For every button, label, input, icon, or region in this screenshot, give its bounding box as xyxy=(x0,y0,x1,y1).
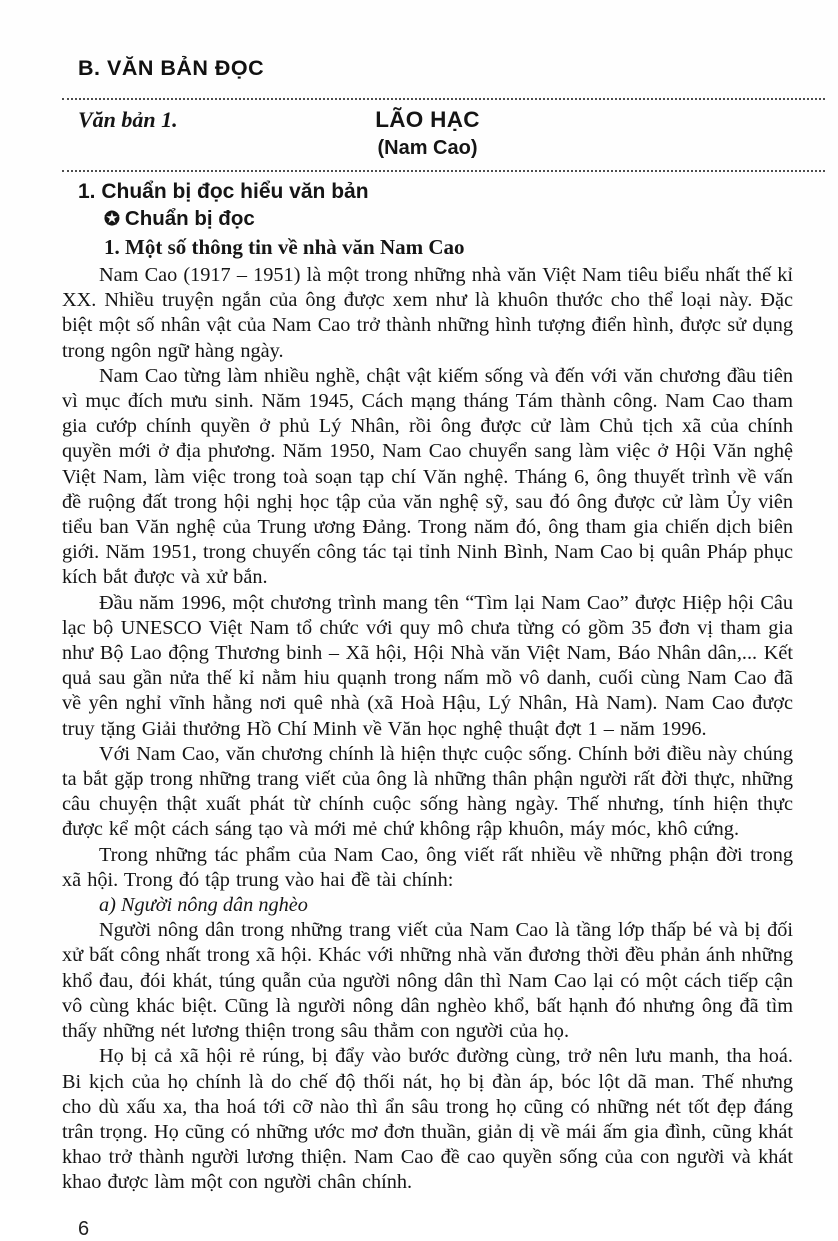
subheading-poor-farmer: a) Người nông dân nghèo xyxy=(99,894,308,917)
heading-prep-label: Chuẩn bị đọc xyxy=(124,207,255,230)
body-text xyxy=(62,263,793,1196)
heading-prepare-reading: 1. Chuẩn bị đọc hiểu văn bản xyxy=(78,180,369,203)
paragraph: Đầu năm 1996, một chương trình mang tên “Tìm lại Nam Cao” được Hiệp hội Câu lạc bộ UNESCO Việt Nam tổ chức với quy mô chưa từng có gồm 35 đơn vị tham gia như Bộ Lao động Thương binh – Xã hội, Hội Nhà văn Việt Nam, Báo Nhân dân,... Kết quả sau gần nửa thế kỉ nằm hiu quạnh trong nấm mồ vô danh, cuối cùng Nam Cao đã về yên nghỉ vĩnh hằng nơi quê nhà (xã Hoà Hậu, Lý Nhân, Hà Nam). Nam Cao được truy tặng Giải thưởng Hồ Chí Minh về Văn học nghệ thuật đợt 1 – năm 1996. xyxy=(62,591,793,740)
heading-author-info: 1. Một số thông tin về nhà văn Nam Cao xyxy=(104,235,465,259)
title-block xyxy=(62,100,793,166)
heading-prep xyxy=(62,207,793,231)
circled-star-icon: ✪ xyxy=(104,209,120,230)
dotted-divider-bottom xyxy=(62,170,825,172)
document-title: LÃO HẠC xyxy=(375,107,480,132)
paragraph: Nam Cao từng làm nhiều nghề, chật vật kiếm sống và đến với văn chương đầu tiên vì mục đích mưu sinh. Năm 1945, Cách mạng tháng Tám thành công. Nam Cao tham gia cướp chính quyền ở phủ Lý Nhân, rồi ông được cử làm Chủ tịch xã của chính quyền mới ở địa phương. Năm 1950, Nam Cao chuyển sang làm việc ở Hội Văn nghệ Việt Nam, làm việc trong toà soạn tạp chí Văn nghệ. Tháng 6, ông thuyết trình về vấn đề ruộng đất trong hội nghị học tập của văn nghệ sỹ, sau đó ông được cử làm Ủy viên tiểu ban Văn nghệ của Trung ương Đảng. Trong năm đó, ông tham gia chiến dịch biên giới. Năm 1951, trong chuyến công tác tại tỉnh Ninh Bình, Nam Cao bị quân Pháp phục kích bắt được và xử bắn. xyxy=(62,364,793,589)
page-number: 6 xyxy=(78,1217,90,1240)
paragraph: Trong những tác phẩm của Nam Cao, ông viết rất nhiều về những phận đời trong xã hội. Trong đó tập trung vào hai đề tài chính: xyxy=(62,843,793,891)
section-header: B. VĂN BẢN ĐỌC xyxy=(78,56,265,80)
paragraph: Với Nam Cao, văn chương chính là hiện thực cuộc sống. Chính bởi điều này chúng ta bắt gặp trong những trang viết của ông là những thân phận người rất đời thực, những câu chuyện thật xuất phát từ chính cuộc sống hàng ngày. Thế nhưng, tính hiện thực được kể một cách sáng tạo và mới mẻ chứ không rập khuôn, máy móc, khô cứng. xyxy=(62,742,793,841)
paragraph: Người nông dân trong những trang viết của Nam Cao là tầng lớp thấp bé và bị đối xử bất công nhất trong xã hội. Khác với những nhà văn đương thời đều phản ánh những khổ đau, đói khát, túng quẫn của người nông dân thì Nam Cao lại có một cách tiếp cận vô cùng khác biệt. Cũng là người nông dân nghèo khổ, bất hạnh đó nhưng ông đã tìm thấy những nét lương thiện trong sâu thẳm con người của họ. xyxy=(62,919,793,1043)
paragraph: Nam Cao (1917 – 1951) là một trong những nhà văn Việt Nam tiêu biểu nhất thế kỉ XX. Nhiều truyện ngắn của ông được xem như là khuôn thước cho thể loại này. Đặc biệt một số nhân vật của Nam Cao trở thành những hình tượng điển hình, được sử dụng trong ngôn ngữ hàng ngày. xyxy=(62,264,793,362)
document-author: (Nam Cao) xyxy=(377,137,478,159)
document-label: Văn bản 1. xyxy=(78,107,178,132)
paragraph: Họ bị cả xã hội rẻ rúng, bị đẩy vào bước đường cùng, trở nên lưu manh, tha hoá. Bi kịch của họ chính là do chế độ thối nát, họ bị đàn áp, bóc lột dã man. Thế nhưng cho dù xấu xa, tha hoá tới cỡ nào thì ẩn sâu trong họ cũng có những nét tốt đẹp đáng trân trọng. Họ cũng có những ước mơ đơn thuần, giản dị về mái ấm gia đình, cũng khát khao trở thành người lương thiện. Nam Cao đề cao quyền sống của con người và khát khao được làm một con người chân chính. xyxy=(62,1045,793,1194)
